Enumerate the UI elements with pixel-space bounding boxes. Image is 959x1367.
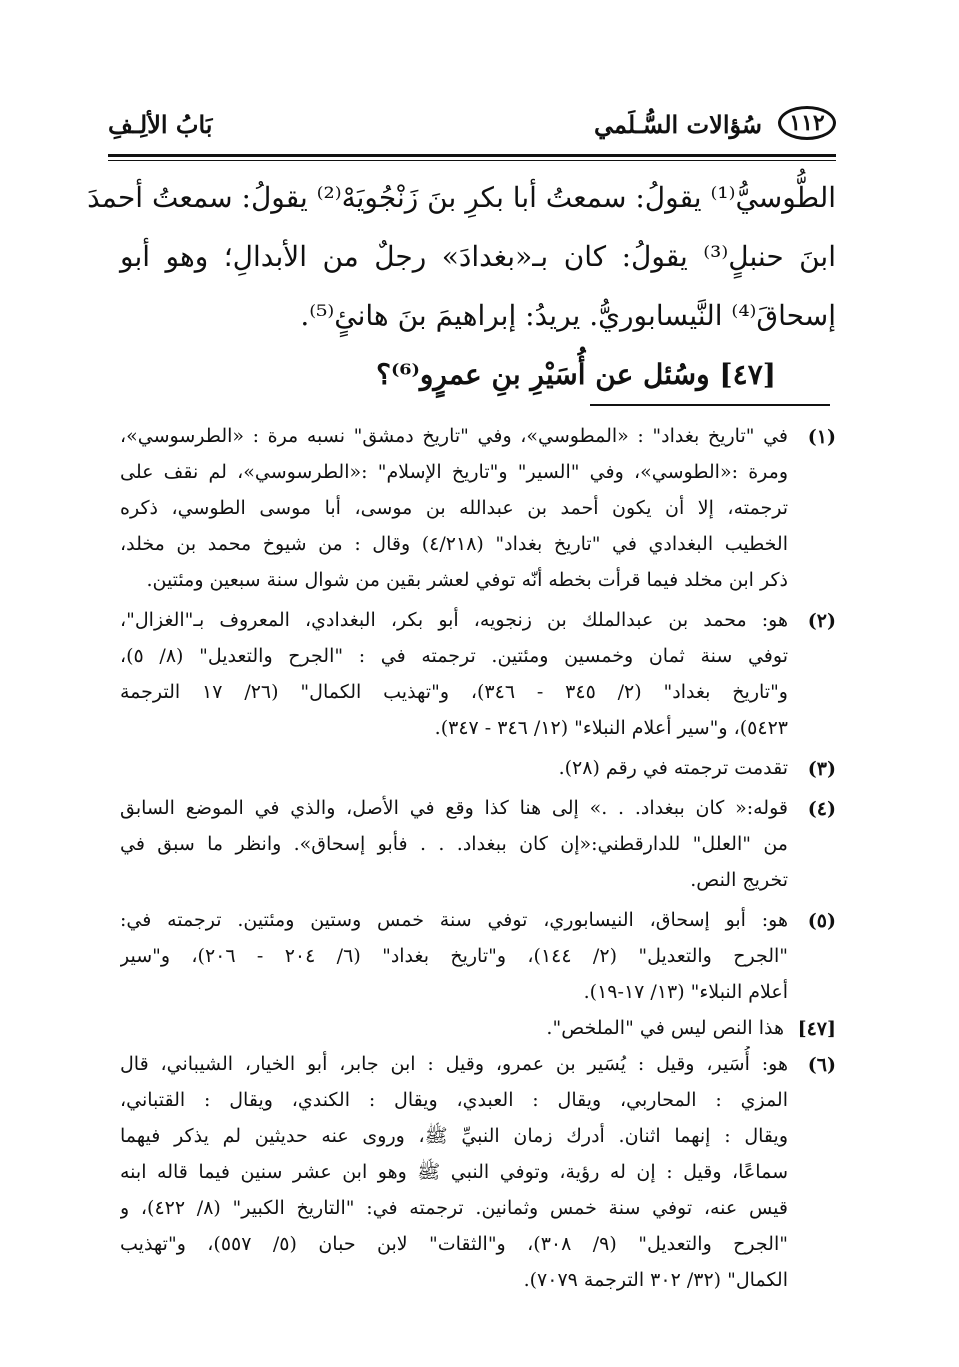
footnote-1 xyxy=(120,418,836,598)
footnote-line: هو: أبو إسحاق، النيسابوري، توفي سنة خمس وستين ومئتين. ترجمته في: xyxy=(120,909,788,931)
footnote-line: سماعًا، وقيل : إن له رؤية، وتوفي النبي ﷺ وهو ابن عشر سنين فيما قاله ابنه xyxy=(120,1161,788,1183)
footnote-line: تقدمت ترجمته في رقم (٢٨). xyxy=(558,757,788,779)
footnote-line: ترجمته، إلا أن يكون أحمد بن عبدالله بن موسى، أبا موسى الطوسي، ذكره xyxy=(120,497,788,519)
main-text xyxy=(87,168,836,404)
footnote-number: (٥) xyxy=(807,910,836,932)
footnote-number: [٤٧] xyxy=(797,1018,836,1040)
footnote-number: (٦) xyxy=(807,1054,836,1076)
footnote-line: الكمال" (٣٢/ ٣٠٢ الترجمة ٧٠٧٩). xyxy=(523,1269,788,1291)
footnote-line: هو: أُسَير، وقيل : يُسَير بن عمرو، وقيل : ابن جابر، أبو الخيار، الشيباني، قال xyxy=(120,1053,788,1075)
footnote-number: (٤) xyxy=(807,798,836,820)
footnote-line: في "تاريخ بغداد" : «المطوسي»، وفي "تاريخ دمشق" نسبه مرة : «الطرسوسي»، xyxy=(120,425,788,447)
footnote-line: و"تاريخ بغداد" (٢/ ٣٤٥ - ٣٤٦)، و"تهذيب الكمال" (٢٦/ ١٧ الترجمة xyxy=(120,681,788,703)
footnote-line: الخطيب البغدادي في "تاريخ بغداد" (٤/٢١٨) وقال : من شيوخ محمد بن مخلد، xyxy=(120,533,788,555)
footnote-3 xyxy=(120,750,836,786)
footnote-line: المزي : المحاربي، ويقال : العبدي، ويقال : الكندي، ويقال : القتباني، xyxy=(120,1089,788,1111)
footnote-line: ويقال : إنهما اثنان. أدرك زمان النبيِّ ﷺ، وروى عنه حديثين لم يذكر فيهما xyxy=(120,1125,788,1147)
footnote-line: هذا النص ليس في "الملخص". xyxy=(546,1017,784,1039)
footnote-line: "الجرح والتعديل" (٢/ ١٤٤)، و"تاريخ بغداد" (٦/ ٢٠٤ - ٢٠٦)، و"سير xyxy=(120,945,788,967)
footnote-line: ذكر ابن مخلد فيما قرأت بخطه أنّه توفي لعشر بقين من شوال سنة سبعين ومئتين. xyxy=(146,569,788,591)
main-line-2: ابنَ حنبلٍ⁽³⁾ يقولُ: كان بـ«بغدادَ» رجلٌ من الأبدالِ؛ وهو أبو xyxy=(120,240,836,273)
footnote-number: (١) xyxy=(807,426,836,448)
header-rule-thick xyxy=(108,154,836,157)
footnote-line: توفي سنة ثمان وخمسين ومئتين. ترجمته في : "الجرح والتعديل" (٨/ ٥)، xyxy=(120,645,788,667)
footnote-number: (٣) xyxy=(807,758,836,780)
footnote-line: هو: محمد بن عبدالملك بن زنجويه، أبو بكر، البغدادي، المعروف بـ"الغزال"، xyxy=(120,609,788,631)
footnote-2 xyxy=(120,602,836,746)
main-line-4: [٤٧] وسُئل عن أُسَيْرِ بنِ عمرٍو⁽⁶⁾؟ xyxy=(376,358,776,391)
header-rule-thin xyxy=(108,160,836,161)
footnote-47 xyxy=(120,1010,836,1046)
footnote-line: من "العلل" للدارقطني:«إن كان ببغداد. . . فأبو إسحاق». وانظر ما سبق في xyxy=(120,833,788,855)
book-title: سُؤالات السُّـلَمي xyxy=(593,110,762,139)
footnote-line: أعلام النبلاء" (١٣/ ١٧-١٩). xyxy=(583,981,788,1003)
main-line-3: إسحاقَ⁽⁴⁾ النَّيسابوريُّ. يريدُ: إبراهيمَ بنَ هانئٍ⁽⁵⁾. xyxy=(300,299,836,332)
footnote-line: قوله:« كان ببغداد. . .» إلى هنا كذا وقع في الأصل، والذي في الموضع السابق xyxy=(120,797,788,819)
footnote-line: ٥٤٢٣)، و"سير أعلام النبلاء" (١٢/ ٣٤٦ - ٣٤٧). xyxy=(434,717,788,739)
chapter-title: بَابُ الألِـفِ xyxy=(108,110,213,139)
page-header xyxy=(108,104,836,152)
footnote-number: (٢) xyxy=(807,610,836,632)
footnote-line: تخريج النص. xyxy=(690,869,788,891)
footnotes xyxy=(120,418,836,1298)
page-number: ١١٢ xyxy=(778,106,836,140)
footnote-5 xyxy=(120,902,836,1010)
footnote-separator xyxy=(590,404,830,406)
footnote-6 xyxy=(120,1046,836,1298)
footnote-line: قيس عنه، توفي سنة خمس وثمانين. ترجمته في: "التاريخ الكبير" (٨/ ٤٢٢)، و xyxy=(120,1197,788,1219)
footnote-line: "الجرح والتعديل" (٩/ ٣٠٨)، و"الثقات" لابن حبان (٥/ ٥٥٧)، و"تهذيب xyxy=(120,1233,788,1255)
footnote-4 xyxy=(120,790,836,898)
footnote-line: ومرة :«الطوسي»، وفي "السير" و"تاريخ الإسلام" :«الطرسوسي»، لم نقف على xyxy=(120,461,788,483)
main-line-1: الطُّوسيُّ⁽¹⁾ يقولُ: سمعتُ أبا بكرِ بنَ زَنْجُويَهْ⁽²⁾ يقولُ: سمعتُ أحمدَ xyxy=(87,181,836,214)
